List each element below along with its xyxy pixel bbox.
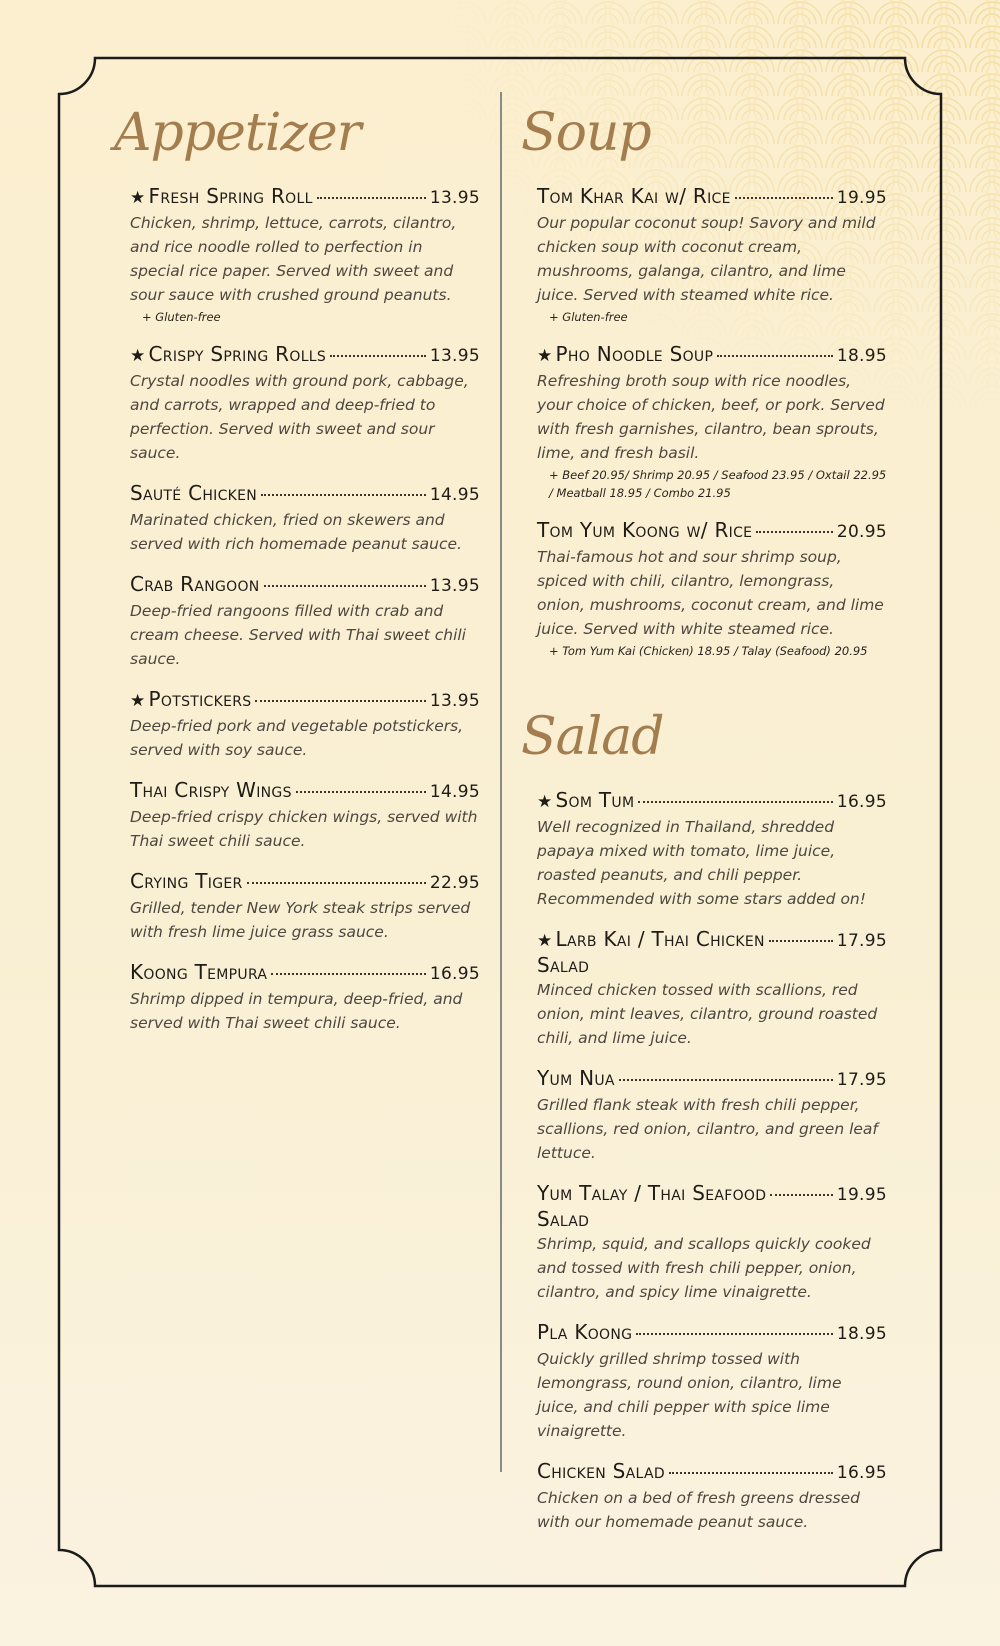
menu-item-thai-crispy-wings	[118, 778, 480, 853]
menu-item-tom-khar-kai	[525, 184, 887, 326]
item-description: Grilled flank steak with fresh chili pepper, scallions, red onion, cilantro, and green leaf lettuce.	[537, 1096, 878, 1162]
item-price: 17.95	[836, 1070, 887, 1090]
soup-salad-column	[521, 92, 887, 1550]
star-icon: ★	[130, 691, 146, 711]
item-name: Yum Nua	[537, 1066, 615, 1090]
dot-leader	[317, 197, 426, 199]
item-name: Sauté Chicken	[130, 481, 258, 505]
menu-item-tom-yum-koong	[525, 518, 887, 660]
item-price: 20.95	[836, 522, 887, 542]
item-description: Chicken on a bed of fresh greens dressed with our homemade peanut sauce.	[537, 1489, 860, 1531]
item-description: Marinated chicken, fried on skewers and served with rich homemade peanut sauce.	[130, 511, 462, 553]
menu-item-koong-tempura	[118, 960, 480, 1035]
item-name: Pho Noodle Soup	[555, 342, 714, 366]
item-description: Shrimp dipped in tempura, deep-fried, and served with Thai sweet chili sauce.	[130, 990, 463, 1032]
star-icon: ★	[537, 792, 553, 812]
item-name: Yum Talay / Thai Seafood	[537, 1181, 767, 1205]
menu-item-som-tum	[525, 788, 887, 911]
item-price: 22.95	[429, 873, 480, 893]
dot-leader	[769, 940, 833, 942]
menu-item-fresh-spring-roll	[118, 184, 480, 326]
item-price: 16.95	[836, 1463, 887, 1483]
column-divider	[500, 92, 502, 1472]
dot-leader	[271, 973, 426, 975]
item-price: 13.95	[429, 576, 480, 596]
item-name: Tom Yum Koong w/ Rice	[537, 518, 753, 542]
item-description: Our popular coconut soup! Savory and mild chicken soup with coconut cream, mushrooms, galanga, cilantro, and lime juice. Served with steamed white rice.	[537, 214, 876, 304]
item-name: Koong Tempura	[130, 960, 268, 984]
dot-leader	[669, 1472, 833, 1474]
item-price: 14.95	[429, 485, 480, 505]
dot-leader	[255, 700, 425, 702]
item-name: Crying Tiger	[130, 869, 243, 893]
menu-item-saute-chicken	[118, 481, 480, 556]
item-price: 13.95	[429, 691, 480, 711]
item-description: Deep-fried crispy chicken wings, served with Thai sweet chili sauce.	[130, 808, 478, 850]
item-price: 16.95	[836, 792, 887, 812]
item-name: Larb Kai / Thai Chicken	[555, 927, 765, 951]
dot-leader	[636, 1333, 833, 1335]
item-note: + Gluten-free	[142, 310, 221, 324]
item-description: Minced chicken tossed with scallions, red onion, mint leaves, cilantro, ground roasted chili, and lime juice.	[537, 981, 878, 1047]
dot-leader	[247, 882, 426, 884]
item-price: 14.95	[429, 782, 480, 802]
item-description: Crystal noodles with ground pork, cabbage, and carrots, wrapped and deep-fried to perfection. Served with sweet and sour sauce.	[130, 372, 469, 462]
item-name: Chicken Salad	[537, 1459, 665, 1483]
item-price: 19.95	[836, 1185, 887, 1205]
star-icon: ★	[130, 346, 146, 366]
menu-item-crispy-spring-rolls	[118, 342, 480, 465]
dot-leader	[735, 197, 833, 199]
item-price: 16.95	[429, 964, 480, 984]
dot-leader	[261, 494, 426, 496]
star-icon: ★	[537, 931, 553, 951]
item-name: Crab Rangoon	[130, 572, 260, 596]
item-price: 19.95	[836, 188, 887, 208]
menu-item-potstickers	[118, 687, 480, 762]
item-note: + Tom Yum Kai (Chicken) 18.95 / Talay (Seafood) 20.95	[549, 644, 868, 658]
item-note: + Gluten-free	[549, 310, 628, 324]
item-description: Quickly grilled shrimp tossed with lemongrass, round onion, cilantro, lime juice, and chili pepper with spice lime vinaigrette.	[537, 1350, 842, 1440]
item-description: Shrimp, squid, and scallops quickly cooked and tossed with fresh chili pepper, onion, cilantro, and spicy lime vinaigrette.	[537, 1235, 871, 1301]
star-icon: ★	[130, 188, 146, 208]
item-price: 13.95	[429, 346, 480, 366]
item-name: Pla Koong	[537, 1320, 633, 1344]
menu-item-crying-tiger	[118, 869, 480, 944]
item-price: 18.95	[836, 1324, 887, 1344]
item-description: Grilled, tender New York steak strips served with fresh lime juice grass sauce.	[130, 899, 471, 941]
item-name: Tom Khar Kai w/ Rice	[537, 184, 731, 208]
item-note: + Beef 20.95/ Shrimp 20.95 / Seafood 23.95 / Oxtail 22.95 / Meatball 18.95 / Combo 21.95	[549, 468, 887, 500]
dot-leader	[330, 355, 426, 357]
soup-title: Soup	[521, 103, 651, 163]
item-name: Som Tum	[555, 788, 635, 812]
appetizer-title: Appetizer	[114, 103, 361, 163]
star-icon: ★	[537, 346, 553, 366]
item-description: Deep-fried rangoons filled with crab and cream cheese. Served with Thai sweet chili sauce.	[130, 602, 466, 668]
dot-leader	[264, 585, 426, 587]
dot-leader	[770, 1194, 833, 1196]
menu-item-crab-rangoon	[118, 572, 480, 671]
item-description: Chicken, shrimp, lettuce, carrots, cilantro, and rice noodle rolled to perfection in special rice paper. Served with sweet and sour sauce with crushed ground peanuts.	[130, 214, 457, 304]
menu-item-yum-nua	[525, 1066, 887, 1165]
appetizer-column	[114, 92, 480, 1051]
item-description: Well recognized in Thailand, shredded papaya mixed with tomato, lime juice, roasted peanuts, and chili pepper. Recommended with some stars added on!	[537, 818, 866, 908]
item-price: 17.95	[836, 931, 887, 951]
menu-item-larb-kai	[525, 927, 887, 1050]
menu-item-pla-koong	[525, 1320, 887, 1443]
item-price: 18.95	[836, 346, 887, 366]
dot-leader	[619, 1079, 833, 1081]
item-name-continued: Salad	[537, 1207, 590, 1231]
dot-leader	[638, 801, 832, 803]
salad-title: Salad	[521, 707, 664, 767]
dot-leader	[756, 531, 833, 533]
item-name: Crispy Spring Rolls	[148, 342, 327, 366]
dot-leader	[296, 791, 426, 793]
item-name-continued: Salad	[537, 953, 590, 977]
item-price: 13.95	[429, 188, 480, 208]
item-name: Thai Crispy Wings	[130, 778, 292, 802]
item-name: Fresh Spring Roll	[148, 184, 313, 208]
item-description: Thai-famous hot and sour shrimp soup, spiced with chili, cilantro, lemongrass, onion, mushrooms, coconut cream, and lime juice. Served with white steamed rice.	[537, 548, 884, 638]
item-description: Refreshing broth soup with rice noodles, your choice of chicken, beef, or pork. Served with fresh garnishes, cilantro, bean sprouts, lime, and fresh basil.	[537, 372, 885, 462]
menu-item-yum-talay	[525, 1181, 887, 1304]
item-name: Potstickers	[148, 687, 252, 711]
menu-item-pho-noodle-soup	[525, 342, 887, 502]
item-description: Deep-fried pork and vegetable potstickers, served with soy sauce.	[130, 717, 464, 759]
dot-leader	[717, 355, 833, 357]
menu-item-chicken-salad	[525, 1459, 887, 1534]
